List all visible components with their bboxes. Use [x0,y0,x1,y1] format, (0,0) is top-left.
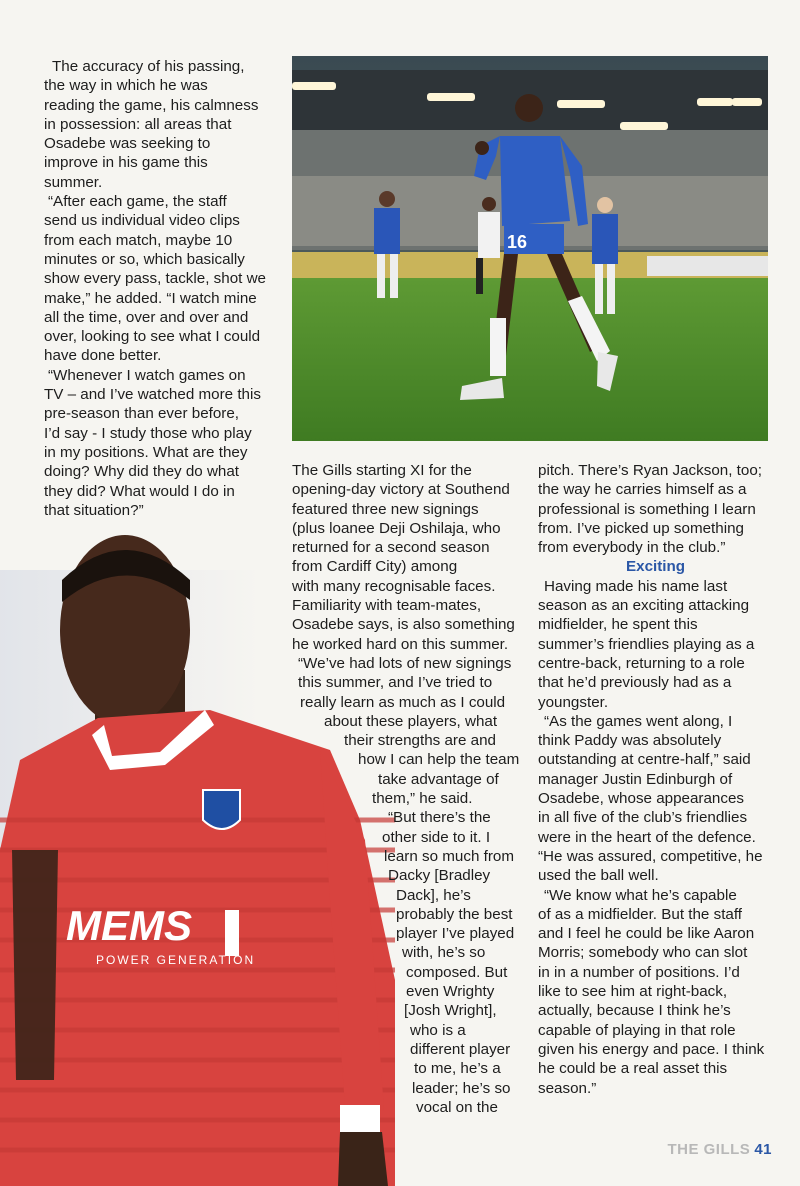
text-line: Morris; somebody who can slot [538,944,748,962]
text-line: how I can help the team [358,751,520,769]
text-line: that situation?” [44,501,144,519]
text-line: “We know what he’s capable [544,886,737,904]
text-line: in in a number of positions. I’d [538,963,740,981]
text-line: midfielder, he spent this [538,616,698,634]
text-line: manager Justin Edinburgh of [538,770,733,788]
text-line: different player [410,1040,511,1058]
text-line: youngster. [538,693,609,711]
text-line: doing? Why did they do what [44,463,240,481]
text-line: show every pass, tackle, shot we [44,270,267,288]
text-line: The Gills starting XI for the [292,462,472,479]
text-line: from Cardiff City) among [292,558,458,576]
text-line: “As the games went along, I [544,712,733,730]
text-line: given his energy and pace. I think [538,1040,765,1058]
text-line: pre-season than ever before, [44,405,240,423]
text-line: they did? What would I do in [44,482,235,500]
text-line: think Paddy was absolutely [538,732,722,750]
article-paragraph [538,577,774,1098]
article-column-right [538,461,774,1098]
text-line: summer. [44,173,103,191]
text-line: “After each game, the staff [48,193,227,211]
match-photo-image [292,56,768,441]
text-line: like to see him at right-back, [538,983,728,1001]
text-line: (plus loanee Deji Oshilaja, who [292,519,501,537]
text-line: I’d say - I study those who play [44,424,252,442]
text-line: opening-day victory at Southend [292,481,510,499]
text-line: in possession: all areas that [44,115,232,133]
text-line: over, looking to see what I could [44,328,261,346]
text-line: all the time, over and over and [44,308,249,326]
text-line: even Wrighty [406,983,495,1001]
text-line: from. I’ve picked up something [538,519,744,537]
text-line: outstanding at centre-half,” said [538,751,751,769]
text-line: Osadebe says, is also something [292,616,515,634]
text-line: “He was assured, competitive, he [538,847,763,865]
text-line: he worked hard on this summer. [292,635,509,653]
text-line: season.” [538,1079,597,1097]
text-line: Osadebe was seeking to [44,135,211,153]
text-line: have done better. [44,347,162,365]
page-number: 41 [754,1141,772,1158]
text-line: were in the heart of the defence. [538,828,756,846]
text-line: about these players, what [324,712,498,730]
text-line: with, he’s so [402,944,486,962]
text-line: learn so much from [384,847,514,865]
text-line: featured three new signings [292,500,479,518]
text-line: them,” he said. [372,790,473,808]
text-line: make,” he added. “I watch mine [44,289,257,307]
text-line: “But there’s the [388,809,491,827]
text-line: to me, he’s a [414,1060,501,1078]
text-line: professional is something I learn [538,500,756,518]
text-line: vocal on the [416,1098,498,1116]
text-line: leader; he’s so [412,1079,511,1097]
article-column-middle [292,461,527,1117]
section-heading: Exciting [626,558,686,576]
text-line: their strengths are and [344,732,496,750]
text-line: in all five of the club’s friendlies [538,809,748,827]
text-line: centre-back, returning to a role [538,654,745,672]
magazine-name: THE GILLS [667,1141,751,1158]
text-line: The accuracy of his passing, [52,58,245,75]
text-line: in my positions. What are they [44,443,248,461]
text-line: Familiarity with team-mates, [292,597,482,615]
text-line: reading the game, his calmness [44,96,259,114]
text-line: who is a [410,1021,466,1039]
text-line: summer’s friendlies playing as a [538,635,755,653]
text-line: Having made his name last [544,577,728,595]
text-line: player I’ve played [396,925,515,943]
article-column-left [44,57,276,520]
text-line: used the ball well. [538,867,659,885]
text-line: minutes or so, which basically [44,250,245,268]
text-line: capable of playing in that role [538,1021,736,1039]
text-line: the way in which he was [44,77,208,95]
sponsor-text: MEMS [66,902,192,949]
text-line: [Josh Wright], [404,1002,497,1020]
text-line: probably the best [396,905,513,923]
text-line: “Whenever I watch games on [48,366,246,384]
text-line: Dacky [Bradley [388,867,491,885]
text-line: actually, because I think he’s [538,1002,731,1020]
text-line: Osadebe, whose appearances [538,790,745,808]
sponsor-subtext: POWER GENERATION [96,953,256,967]
text-line: returned for a second season [292,539,490,557]
text-line: that he’d previously had as a [538,674,732,692]
text-line: “We’ve had lots of new signings [298,654,512,672]
text-line: composed. But [406,963,508,981]
shirt-number: 16 [507,232,528,252]
text-line: send us individual video clips [44,212,240,230]
text-line: from each match, maybe 10 [44,231,233,249]
text-line: TV – and I’ve watched more this [44,386,261,404]
text-line: the way he carries himself as a [538,481,747,499]
text-line: Dack], he’s [396,886,471,904]
match-photo [292,56,768,441]
page-footer [667,1141,772,1158]
text-line: pitch. There’s Ryan Jackson, too; [538,462,762,479]
text-line: season as an exciting attacking [538,597,750,615]
text-line: and I feel he could be like Aaron [538,925,755,943]
text-line: other side to it. I [382,828,491,846]
text-line: really learn as much as I could [300,693,506,711]
text-line: of as a midfielder. But the staff [538,905,743,923]
text-line: from everybody in the club.” [538,539,726,557]
text-line: improve in his game this [44,154,208,172]
article-paragraph [538,461,774,557]
text-line: with many recognisable faces. [292,577,496,595]
text-line: he could be a real asset this [538,1060,728,1078]
text-line: take advantage of [378,770,499,788]
text-line: this summer, and I’ve tried to [298,674,493,692]
